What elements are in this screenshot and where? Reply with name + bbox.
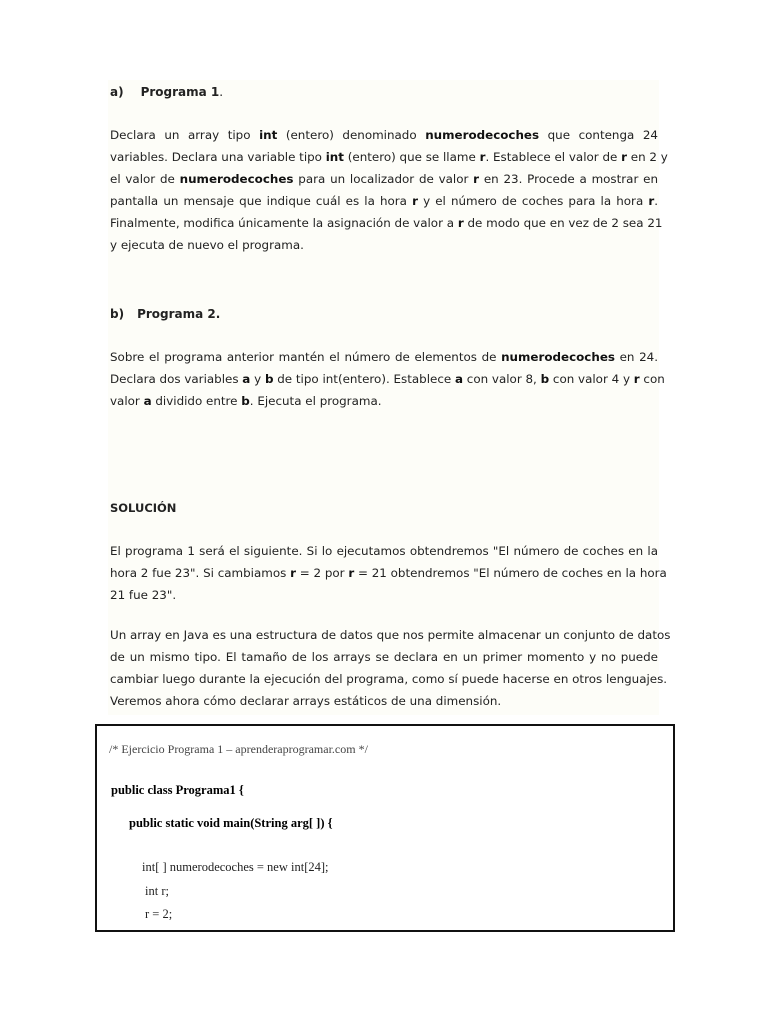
paragraph-line — [110, 668, 668, 690]
text-run: Un array en Java es una estructura de datos que nos permite almacenar un conjunto de datos — [110, 628, 671, 642]
bold-term: r — [621, 150, 627, 164]
code-line-assign-r: r = 2; — [145, 907, 173, 921]
section-a-title-punct: . — [219, 85, 224, 99]
text-run: y el número de coches para la hora — [417, 194, 649, 208]
text-run: Declara un array tipo — [110, 128, 260, 142]
bold-term: r — [412, 194, 418, 208]
solution-paragraph-1 — [110, 540, 667, 606]
text-run: . Establece el valor de — [485, 150, 622, 164]
bold-term: b — [241, 394, 250, 408]
bold-term: r — [648, 194, 655, 208]
bold-term: a — [454, 372, 464, 386]
code-class-declaration: public class Programa1 { — [111, 783, 244, 797]
code-comment: /* Ejercicio Programa 1 – aprenderaprogramar.com */ — [109, 742, 368, 756]
paragraph-line — [110, 690, 658, 712]
bold-term: r — [290, 566, 296, 580]
section-a-heading — [110, 84, 223, 100]
section-b-heading — [110, 306, 220, 322]
section-b-title: Programa 2. — [137, 307, 221, 321]
bold-term: r — [473, 172, 480, 186]
text-run: Finalmente, modifica únicamente la asignación de valor a — [110, 216, 458, 230]
bold-term: a — [242, 372, 251, 386]
text-run: hora 2 fue 23". Si cambiamos — [110, 566, 291, 580]
text-run: en 2 y — [626, 150, 668, 164]
paragraph-line — [110, 190, 658, 212]
paragraph-line — [110, 562, 667, 584]
paragraph-line — [110, 168, 658, 190]
text-run: valor — [110, 394, 144, 408]
text-run: cambiar luego durante la ejecución del programa, como sí puede hacerse en otros lenguajes. — [110, 672, 668, 686]
solution-heading: SOLUCIÓN — [110, 501, 177, 515]
paragraph-line — [110, 124, 658, 146]
paragraph-line — [110, 540, 658, 562]
paragraph-line — [110, 234, 658, 256]
section-a-label: a) — [110, 85, 124, 99]
text-run: = 21 obtendremos "El número de coches en la hora — [354, 566, 667, 580]
text-run: El programa 1 será el siguiente. Si lo ejecutamos obtendremos "El número de coches en la — [110, 544, 658, 558]
paragraph-line — [110, 390, 658, 412]
section-b-paragraph — [110, 346, 665, 412]
paragraph-line — [110, 346, 658, 368]
bold-term: numerodecoches — [501, 350, 615, 364]
text-run: pantalla un mensaje que indique cuál es la hora — [110, 194, 413, 208]
bold-term: r — [457, 216, 464, 230]
paragraph-line — [110, 584, 658, 606]
text-run: y — [250, 372, 265, 386]
text-run: con valor 4 y — [549, 372, 634, 386]
bold-term: b — [264, 372, 274, 386]
text-run: en 24. — [614, 350, 658, 364]
code-line-array: int[ ] numerodecoches = new int[24]; — [142, 860, 329, 874]
text-run: (entero) que se llame — [343, 150, 480, 164]
text-run: con valor 8, — [463, 372, 541, 386]
text-run: con — [639, 372, 665, 386]
bold-term: int — [325, 150, 344, 164]
text-run: dividido entre — [151, 394, 242, 408]
text-run: el valor de — [110, 172, 180, 186]
solution-paragraph-2 — [110, 624, 671, 712]
paragraph-line — [110, 646, 658, 668]
code-main-declaration: public static void main(String arg[ ]) { — [129, 816, 333, 830]
text-run: . — [654, 194, 658, 208]
text-run: en 23. Procede a mostrar en — [479, 172, 658, 186]
text-run: de un mismo tipo. El tamaño de los arrays se declara en un primer momento y no puede — [110, 650, 658, 664]
bold-term: numerodecoches — [425, 128, 540, 142]
text-run: Veremos ahora cómo declarar arrays estáticos de una dimensión. — [110, 694, 502, 708]
bold-term: numerodecoches — [179, 172, 294, 186]
paragraph-line — [110, 368, 665, 390]
section-a-title: Programa 1 — [140, 85, 220, 99]
section-a-paragraph — [110, 124, 668, 256]
text-run: y ejecuta de nuevo el programa. — [110, 238, 304, 252]
text-run: = 2 por — [295, 566, 349, 580]
bold-term: r — [348, 566, 355, 580]
text-run: de tipo int(entero). Establece — [273, 372, 455, 386]
bold-term: r — [633, 372, 640, 386]
bold-term: r — [479, 150, 486, 164]
text-run: Sobre el programa anterior mantén el número de elementos de — [110, 350, 502, 364]
text-run: Declara dos variables — [110, 372, 243, 386]
paragraph-line — [110, 212, 663, 234]
section-b-label: b) — [110, 307, 125, 321]
bold-term: a — [143, 394, 152, 408]
text-run: que contenga 24 — [539, 128, 658, 142]
paragraph-line — [110, 146, 668, 168]
paragraph-line — [110, 624, 671, 646]
text-run: variables. Declara una variable tipo — [110, 150, 326, 164]
text-run: . Ejecuta el programa. — [249, 394, 382, 408]
text-run: de modo que en vez de 2 sea 21 — [463, 216, 663, 230]
text-run: (entero) denominado — [277, 128, 426, 142]
bold-term: int — [259, 128, 278, 142]
code-listing-box — [95, 724, 675, 932]
bold-term: b — [540, 372, 550, 386]
text-run: 21 fue 23". — [110, 588, 177, 602]
code-line-int-r: int r; — [145, 884, 169, 898]
text-run: para un localizador de valor — [293, 172, 474, 186]
